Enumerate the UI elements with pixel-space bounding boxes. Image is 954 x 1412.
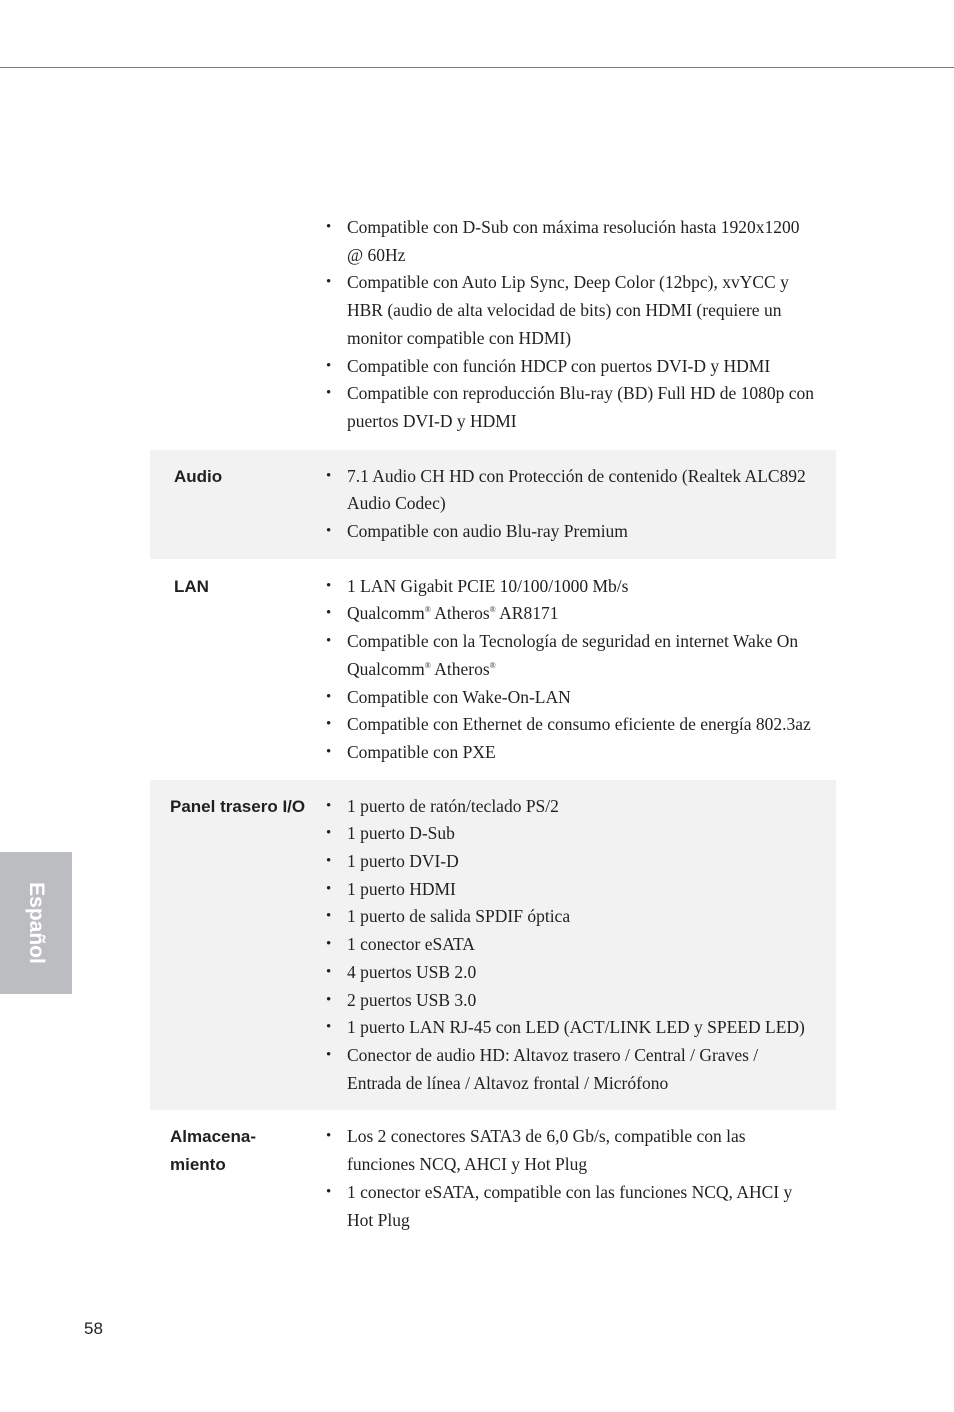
list-item: • Los 2 conectores SATA3 de 6,0 Gb/s, compatible con las funciones NCQ, AHCI y Hot Plug xyxy=(325,1123,815,1178)
list-item: • 1 puerto D-Sub xyxy=(325,820,815,848)
list-item: • 1 puerto de salida SPDIF óptica xyxy=(325,903,815,931)
list-item: • 7.1 Audio CH HD con Protección de contenido (Realtek ALC892 Audio Codec) xyxy=(325,463,815,518)
list-item: • 1 puerto LAN RJ-45 con LED (ACT/LINK LED y SPEED LED) xyxy=(325,1014,815,1042)
list-item: • Compatible con función HDCP con puertos DVI-D y HDMI xyxy=(325,353,815,381)
header-rule xyxy=(0,67,954,68)
spec-label: Panel trasero I/O xyxy=(170,796,306,816)
list-item: • 1 puerto HDMI xyxy=(325,876,815,904)
spec-list xyxy=(325,793,815,1098)
list-item: • 4 puertos USB 2.0 xyxy=(325,959,815,987)
list-item: • Compatible con Wake-On-LAN xyxy=(325,684,815,712)
spec-row-storage xyxy=(150,1110,836,1247)
list-item: • Compatible con D-Sub con máxima resolución hasta 1920x1200 @ 60Hz xyxy=(325,214,815,269)
language-side-tab xyxy=(0,852,72,994)
language-label: Español xyxy=(25,882,48,964)
spec-list xyxy=(325,463,815,546)
list-item: • 1 conector eSATA xyxy=(325,931,815,959)
list-item: • 1 puerto de ratón/teclado PS/2 xyxy=(325,793,815,821)
spec-row-lan xyxy=(150,559,836,780)
spec-row-rear-panel xyxy=(150,780,836,1111)
list-item: • Compatible con Auto Lip Sync, Deep Color (12bpc), xvYCC y HBR (audio de alta velocidad de bits) con HDMI (requiere un monitor compatible con HDMI) xyxy=(325,269,815,352)
spec-label: LAN xyxy=(174,576,209,596)
list-item: • 1 conector eSATA, compatible con las funciones NCQ, AHCI y Hot Plug xyxy=(325,1179,815,1234)
page-number: 58 xyxy=(84,1319,103,1338)
spec-list xyxy=(325,573,815,767)
spec-list xyxy=(325,1123,815,1234)
spec-list xyxy=(325,214,815,436)
list-item: • Qualcomm® Atheros® AR8171 xyxy=(325,600,815,628)
spec-label: Audio xyxy=(174,466,223,486)
list-item: • 1 LAN Gigabit PCIE 10/100/1000 Mb/s xyxy=(325,573,815,601)
list-item: • Compatible con la Tecnología de seguridad en internet Wake On Qualcomm® Atheros® xyxy=(325,628,815,683)
spec-row-video-continued xyxy=(150,212,836,450)
spec-table xyxy=(150,212,836,1247)
list-item: • Compatible con Ethernet de consumo eficiente de energía 802.3az xyxy=(325,711,815,739)
list-item: • 1 puerto DVI-D xyxy=(325,848,815,876)
list-item: • Compatible con PXE xyxy=(325,739,815,767)
spec-row-audio xyxy=(150,450,836,559)
list-item: • Compatible con audio Blu-ray Premium xyxy=(325,518,815,546)
spec-label: Almacena- miento xyxy=(170,1127,256,1174)
list-item: • Compatible con reproducción Blu-ray (BD) Full HD de 1080p con puertos DVI-D y HDMI xyxy=(325,380,815,435)
list-item: • Conector de audio HD: Altavoz trasero / Central / Graves / Entrada de línea / Altavoz frontal / Micrófono xyxy=(325,1042,815,1097)
list-item: • 2 puertos USB 3.0 xyxy=(325,987,815,1015)
